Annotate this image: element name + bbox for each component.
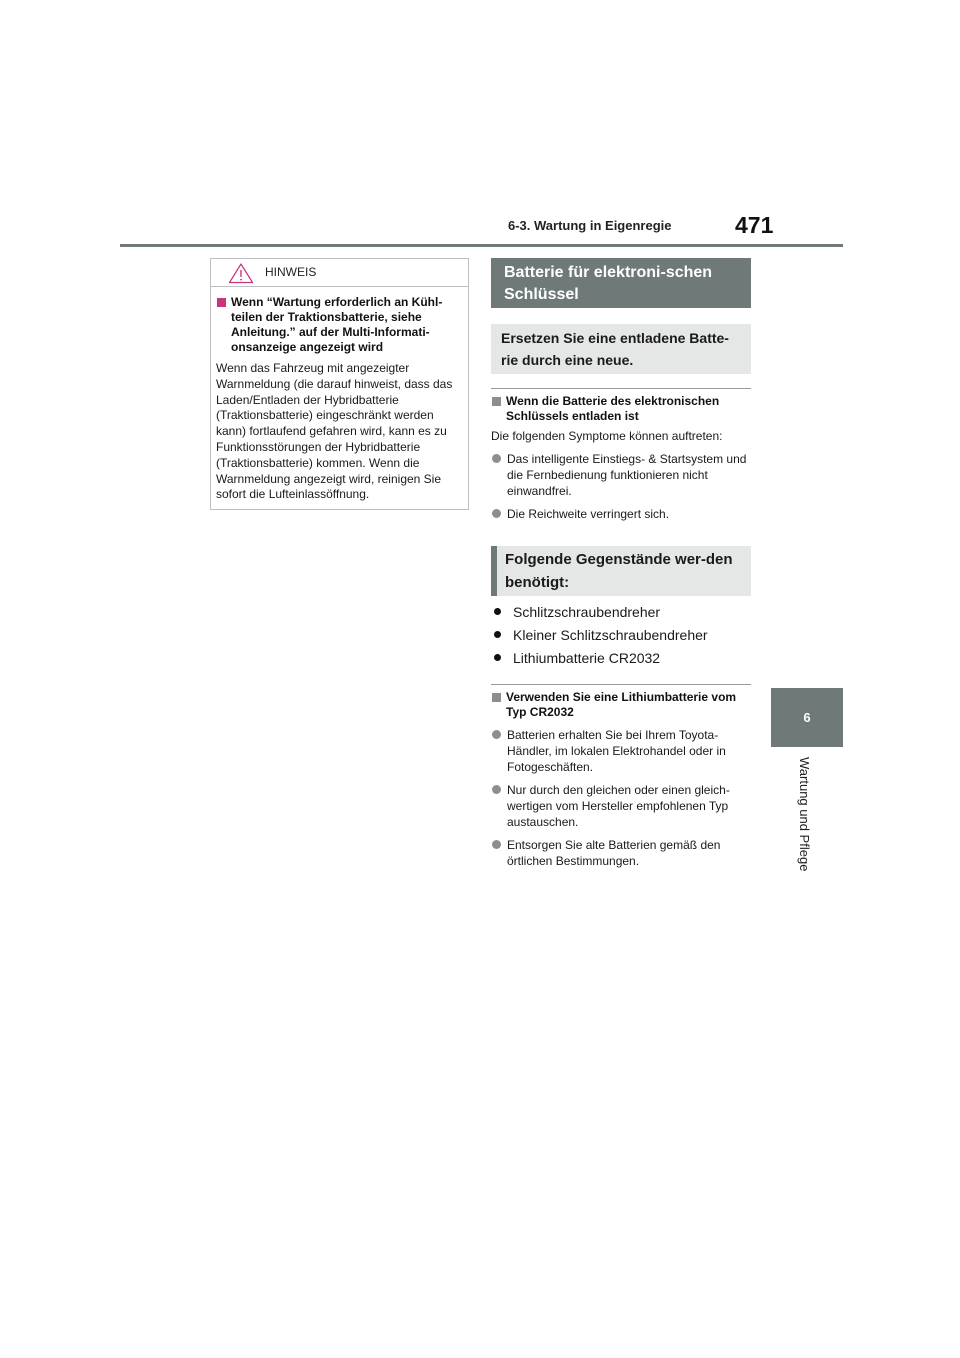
notice-heading [216,295,462,355]
intro-box: Ersetzen Sie eine entladene Batte-rie durch eine neue. [491,324,751,374]
list-item-text: Die Reichweite verringert sich. [507,507,670,521]
notice-header [211,259,468,287]
list-item [491,782,751,830]
bullet-icon [492,840,501,849]
bullet-icon [492,785,501,794]
section-title: 6-3. Wartung in Eigenregie [508,218,672,233]
list-item [491,646,751,669]
bullet-icon [494,608,501,615]
section-banner: Batterie für elektroni-schen Schlüssel [491,258,751,308]
divider [491,388,751,389]
page-number: 471 [735,212,774,238]
list-item [491,727,751,775]
list-item-text: Das intelligente Einstiegs- & Startsystem und die Fernbedienung funktionieren nicht einwandfrei. [507,452,747,498]
list-item [491,506,751,522]
chapter-tab[interactable] [771,688,843,747]
square-bullet-icon [217,298,226,307]
warning-triangle-icon [228,262,254,284]
list-item-text: Entsorgen Sie alte Batterien gemäß den örtlichen Bestimmungen. [507,838,721,868]
square-bullet-icon [492,397,501,406]
notice-title: HINWEIS [265,265,317,279]
chapter-number: 6 [803,710,811,725]
items-needed-heading: Folgende Gegenstände wer-den benötigt: [491,546,751,596]
list-item-text: Batterien erhalten Sie bei Ihrem Toyota-Händler, im lokalen Elektrohandel oder in Fotogeschäften. [507,728,726,774]
square-bullet-icon [492,693,501,702]
items-needed-list [491,600,751,669]
notice-text: Wenn das Fahrzeug mit angezeigter Warnmeldung (die darauf hinweist, dass das Laden/Entladen der Hybridbatterie (Traktionsbatterie) eingeschränkt werden kann) fortlaufend gefahren wird, kann es zu Funktionsstörungen der Hybridbatterie (Traktionsbatterie) kommen. Wenn die Warnmeldung angezeigt wird, reinigen Sie sofort die Lufteinlassöffnung. [216,361,453,502]
list-item [491,600,751,623]
list-item [491,451,751,499]
notice-box [210,258,469,510]
notice-body [211,287,468,503]
battery-type-heading-text: Verwenden Sie eine Lithiumbatterie vom Typ CR2032 [506,690,737,719]
list-item [491,623,751,646]
bullet-icon [492,730,501,739]
discharged-heading-text: Wenn die Batterie des elektronischen Schlüssels entladen ist [506,394,720,423]
divider [491,684,751,685]
bullet-icon [492,454,501,463]
list-item-text: Schlitzschraubendreher [513,603,661,620]
discharged-heading [491,394,751,424]
bullet-icon [494,631,501,638]
notice-heading-text: Wenn “Wartung erforderlich an Kühl-teilen der Traktionsbatterie, siehe Anleitung.” auf der Multi-Informati-onsanzeige angezeigt wird [231,295,443,354]
bullet-icon [492,509,501,518]
header-divider [120,244,843,247]
list-item [491,837,751,869]
list-item-text: Nur durch den gleichen oder einen gleich-wertigen vom Hersteller empfohlenen Typ austauschen. [507,783,730,829]
list-item-text: Lithiumbatterie CR2032 [513,649,661,666]
bullet-icon [494,654,501,661]
list-item-text: Kleiner Schlitzschraubendreher [513,626,708,643]
chapter-title: Wartung und Pflege [797,757,812,872]
symptoms-lead: Die folgenden Symptome können auftreten: [491,429,723,443]
battery-type-heading [491,690,751,720]
